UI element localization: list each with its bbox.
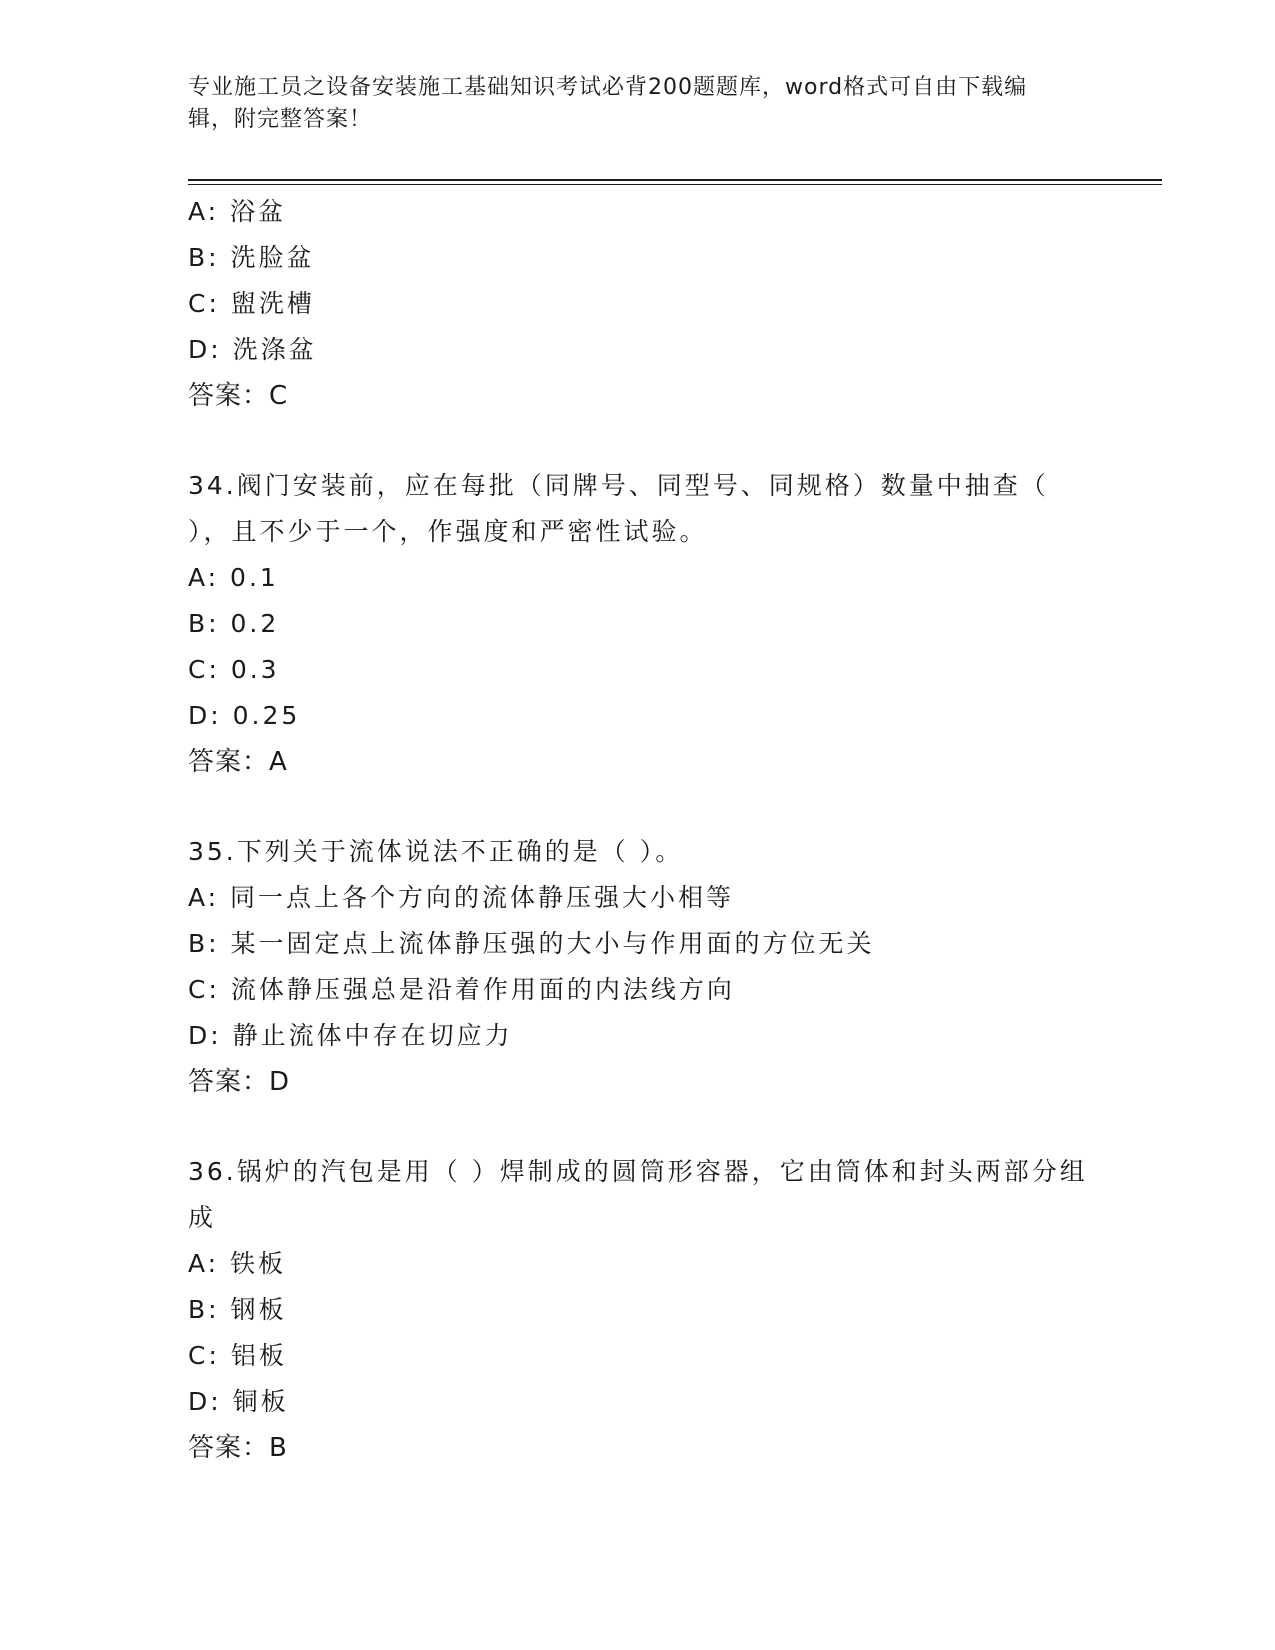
question-36: [188, 1149, 1108, 1471]
option-b: B: 钢板: [188, 1295, 287, 1324]
option-d: D: 铜板: [188, 1387, 289, 1416]
option-c: C: 盥洗槽: [188, 289, 315, 318]
header-divider-thick: [188, 179, 1162, 181]
answer-label: 答案：C: [188, 381, 289, 411]
answer-label: 答案：B: [188, 1433, 288, 1463]
question-stem: 35.下列关于流体说法不正确的是（ ）。: [188, 837, 684, 866]
option-a: A: 0.1: [188, 563, 279, 592]
question-list: [188, 189, 1108, 1471]
option-c: C: 流体静压强总是沿着作用面的内法线方向: [188, 975, 735, 1004]
question-stem: 36.锅炉的汽包是用（ ）焊制成的圆筒形容器，它由筒体和封头两部分组成: [188, 1157, 1088, 1232]
question-spacer: [188, 785, 1108, 829]
option-d: D: 静止流体中存在切应力: [188, 1021, 513, 1050]
question-spacer: [188, 419, 1108, 463]
question-35: [188, 829, 1108, 1105]
option-d: D: 0.25: [188, 701, 301, 730]
answer-label: 答案：D: [188, 1067, 291, 1097]
option-a: A: 同一点上各个方向的流体静压强大小相等: [188, 883, 735, 912]
option-a: A: 铁板: [188, 1249, 287, 1278]
option-c: C: 铝板: [188, 1341, 287, 1370]
question-spacer: [188, 1105, 1108, 1149]
answer-label: 答案：A: [188, 747, 288, 777]
option-b: B: 某一固定点上流体静压强的大小与作用面的方位无关: [188, 929, 875, 958]
option-b: B: 洗脸盆: [188, 243, 315, 272]
header-divider-thin: [188, 184, 1162, 185]
option-c: C: 0.3: [188, 655, 280, 684]
question-stem: 34.阀门安装前，应在每批（同牌号、同型号、同规格）数量中抽查（ ），且不少于一个，作强度和严密性试验。: [188, 471, 1049, 546]
option-d: D: 洗涤盆: [188, 335, 317, 364]
option-b: B: 0.2: [188, 609, 280, 638]
question-33-continued: [188, 189, 1108, 419]
question-34: [188, 463, 1108, 785]
option-a: A: 浴盆: [188, 197, 287, 226]
document-header: 专业施工员之设备安装施工基础知识考试必背200题题库，word格式可自由下载编辑，附完整答案！: [188, 75, 1028, 132]
